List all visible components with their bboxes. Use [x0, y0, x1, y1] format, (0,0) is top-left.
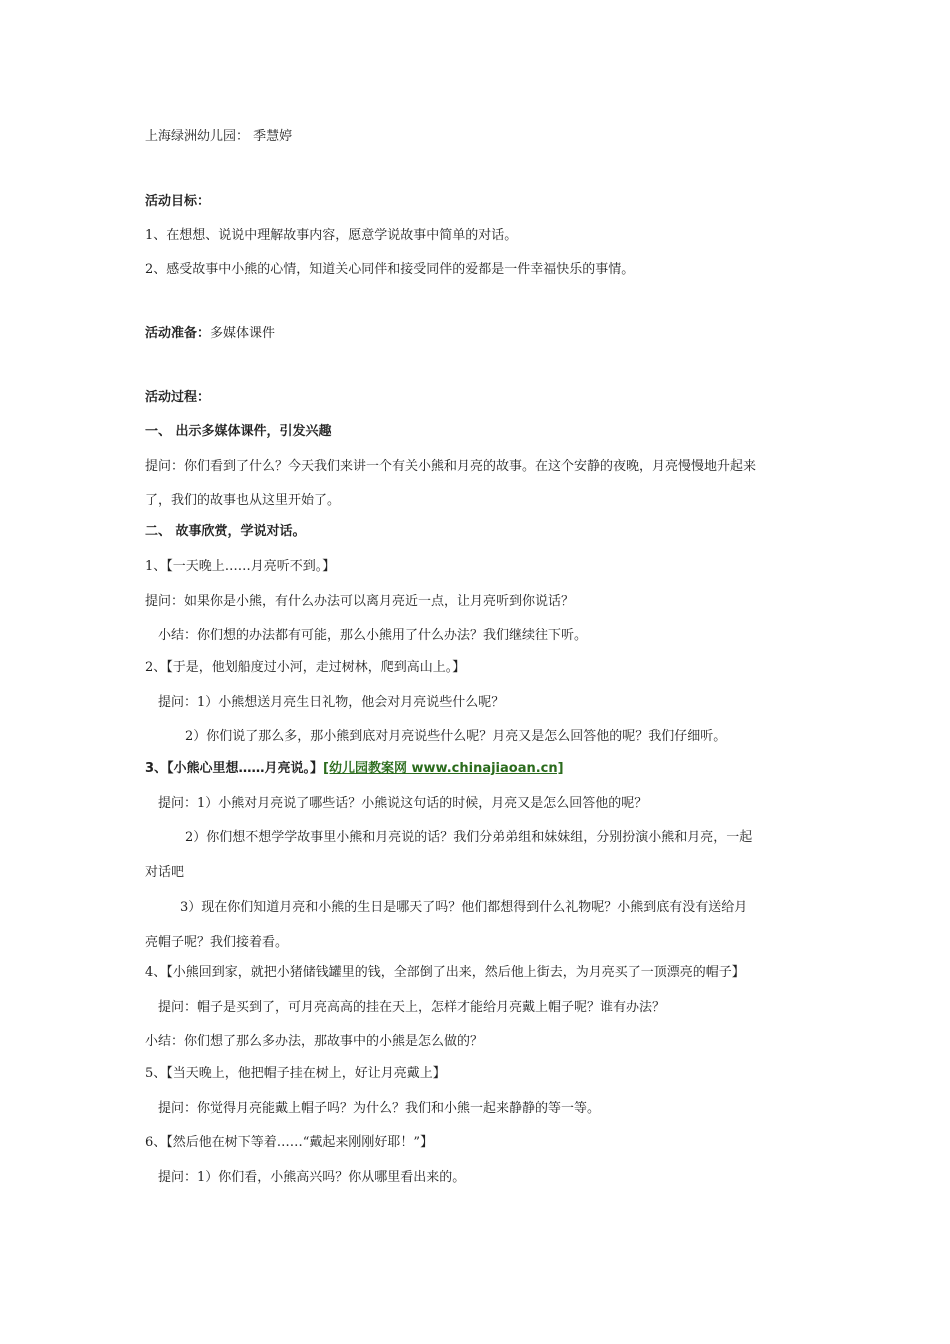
part-3-title: 3、【小熊心里想……月亮说。】 [145, 761, 324, 776]
author-line: 上海绿洲幼儿园： 季慧婷 [145, 129, 293, 144]
preparation-text: 多媒体课件 [210, 326, 276, 341]
part-2-title: 2、【于是，他划船度过小河，走过树林，爬到高山上。】 [145, 660, 466, 675]
part-4-question: 提问：帽子是买到了，可月亮高高的挂在天上，怎样才能给月亮戴上帽子呢？谁有办法？ [158, 1000, 666, 1015]
goal-item-2: 2、感受故事中小熊的心情，知道关心同伴和接受同伴的爱都是一件幸福快乐的事情。 [145, 262, 635, 277]
part-6-question: 提问：1）你们看，小熊高兴吗？你从哪里看出来的。 [158, 1170, 466, 1185]
part-2-question-1: 提问：1）小熊想送月亮生日礼物，他会对月亮说些什么呢？ [158, 695, 505, 710]
goal-item-1: 1、在想想、说说中理解故事内容，愿意学说故事中简单的对话。 [145, 228, 518, 243]
part-3-question-3-line-2: 亮帽子呢？我们接着看。 [145, 935, 289, 950]
part-3-title-line [145, 760, 815, 778]
part-4-summary: 小结：你们想了那么多办法，那故事中的小熊是怎么做的？ [145, 1034, 484, 1049]
part-1-title: 1、【一天晚上……月亮听不到。】 [145, 559, 336, 574]
part-3-question-2-line-2: 对话吧 [145, 865, 185, 880]
process-heading: 活动过程： [145, 390, 211, 405]
section-1-title: 一、 出示多媒体课件，引发兴趣 [145, 424, 332, 439]
section-1-question-line-2: 了，我们的故事也从这里开始了。 [145, 493, 341, 508]
source-link[interactable]: [幼儿园教案网 www.chinajiaoan.cn] [323, 761, 564, 776]
section-2-title: 二、 故事欣赏，学说对话。 [145, 524, 306, 539]
section-1-question-line-1: 提问：你们看到了什么？今天我们来讲一个有关小熊和月亮的故事。在这个安静的夜晚，月亮慢慢地升起来 [145, 459, 757, 474]
part-3-question-1: 提问：1）小熊对月亮说了哪些话？小熊说这句话的时候，月亮又是怎么回答他的呢？ [158, 796, 648, 811]
goals-heading: 活动目标： [145, 194, 211, 209]
part-4-title: 4、【小熊回到家，就把小猪储钱罐里的钱，全部倒了出来，然后他上街去，为月亮买了一顶漂亮的帽子】 [145, 965, 745, 980]
preparation-line [145, 325, 815, 343]
part-3-question-2-line-1: 2）你们想不想学学故事里小熊和月亮说的话？我们分弟弟组和妹妹组，分别扮演小熊和月亮，一起 [185, 830, 753, 845]
part-5-question: 提问：你觉得月亮能戴上帽子吗？为什么？我们和小熊一起来静静的等一等。 [158, 1101, 601, 1116]
part-2-question-2: 2）你们说了那么多，那小熊到底对月亮说些什么呢？月亮又是怎么回答他的呢？我们仔细听。 [185, 729, 727, 744]
part-1-summary: 小结：你们想的办法都有可能，那么小熊用了什么办法？我们继续往下听。 [158, 628, 588, 643]
part-3-question-3-line-1: 3）现在你们知道月亮和小熊的生日是哪天了吗？他们都想得到什么礼物呢？小熊到底有没有送给月 [180, 900, 748, 915]
part-1-question: 提问：如果你是小熊，有什么办法可以离月亮近一点，让月亮听到你说话？ [145, 594, 575, 609]
preparation-label: 活动准备： [145, 326, 211, 341]
part-6-title: 6、【然后他在树下等着……“戴起来刚刚好耶！”】 [145, 1135, 434, 1150]
part-5-title: 5、【当天晚上，他把帽子挂在树上，好让月亮戴上】 [145, 1066, 446, 1081]
